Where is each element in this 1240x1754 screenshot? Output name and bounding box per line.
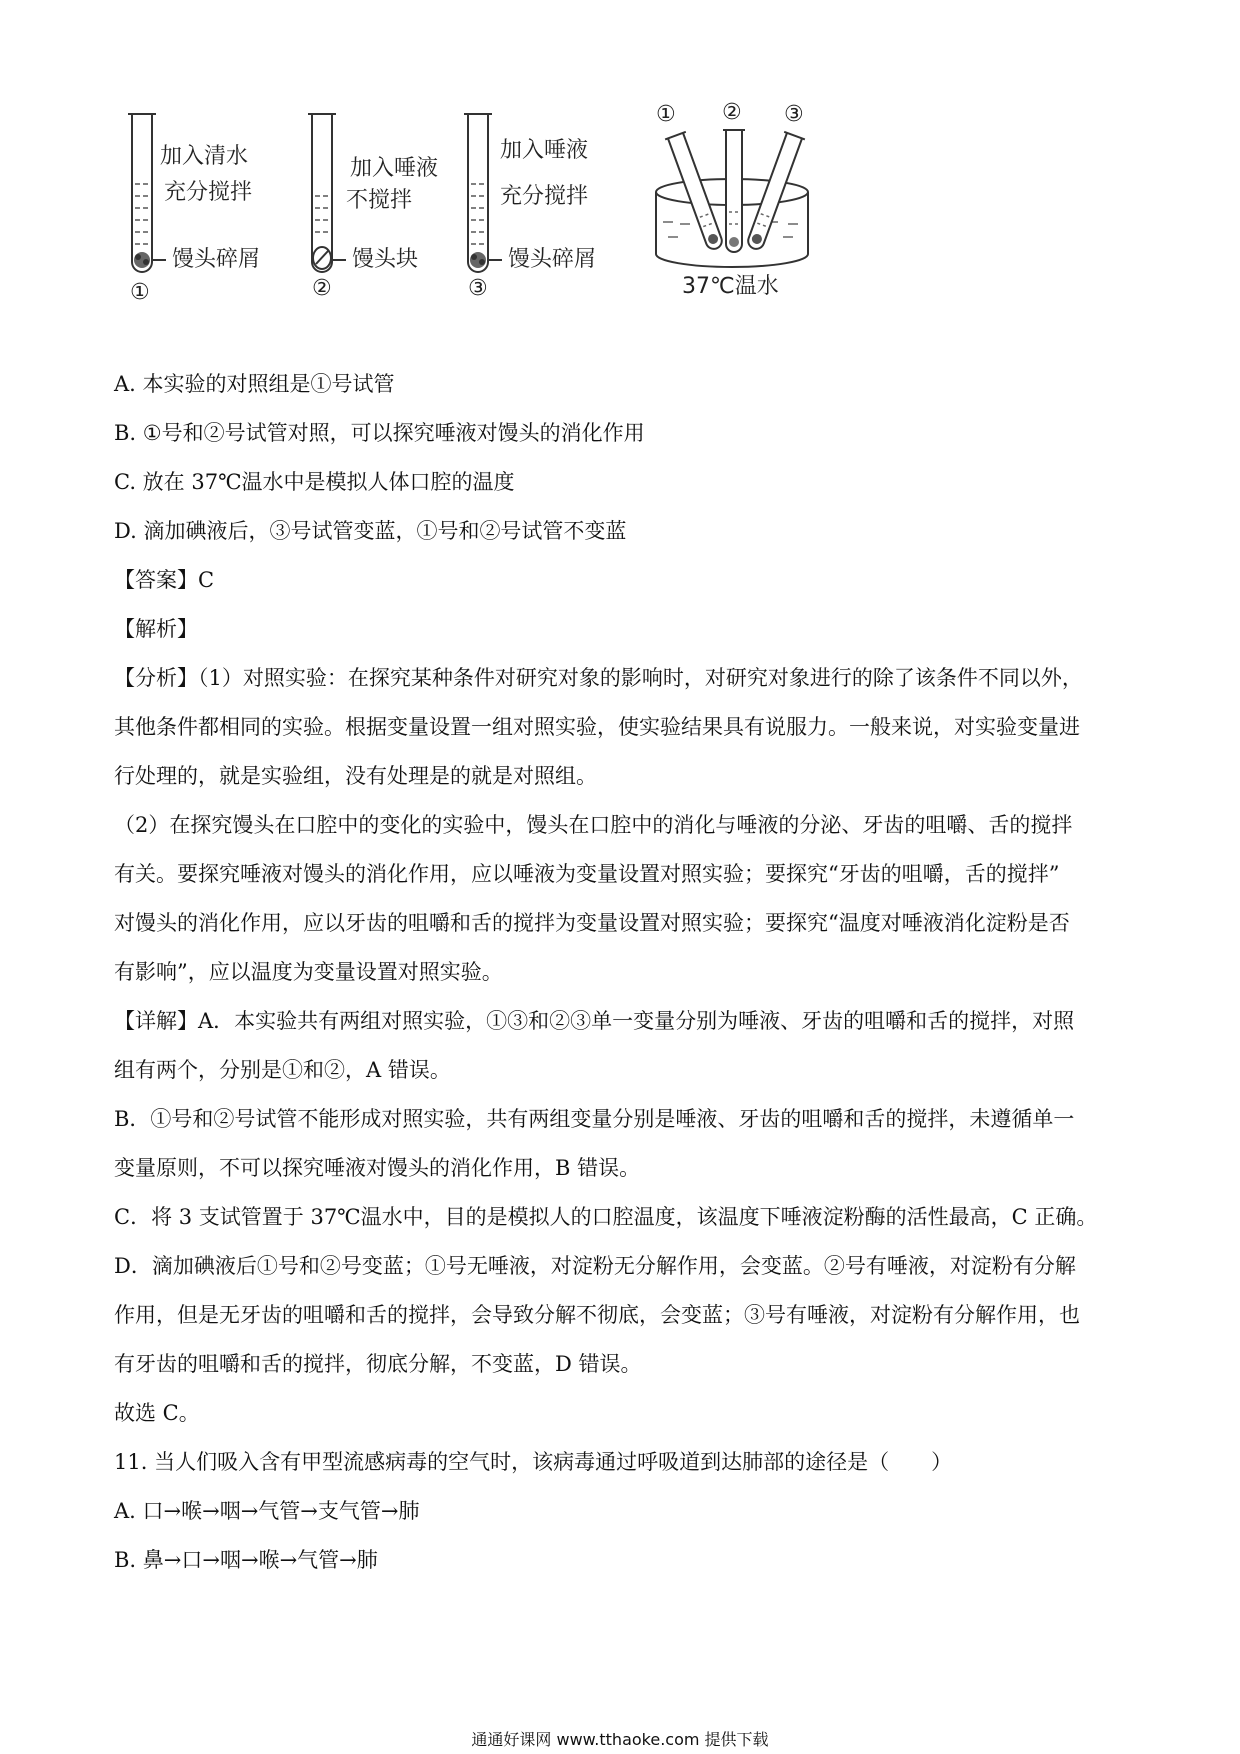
analysis-line: 有关。要探究唾液对馒头的消化作用，应以唾液为变量设置对照实验；要探究“牙齿的咀嚼，舌的搅拌” (114, 862, 1060, 886)
analysis-line: （2）在探究馒头在口腔中的变化的实验中，馒头在口腔中的消化与唾液的分泌、牙齿的咀嚼、舌的搅拌 (114, 813, 1073, 837)
tube-2 (308, 114, 346, 272)
tube3-content-label: 馒头碎屑 (508, 247, 597, 272)
tube1-instruction-1: 加入清水 (160, 144, 249, 169)
detail-line: 作用，但是无牙齿的咀嚼和舌的搅拌，会导致分解不彻底，会变蓝；③号有唾液，对淀粉有分解作用，也 (114, 1303, 1080, 1327)
water-bath-label: 37℃温水 (682, 274, 779, 299)
analysis-line: 有影响”，应以温度为变量设置对照实验。 (114, 960, 503, 984)
tube3-number: ③ (468, 276, 488, 301)
tube3-instruction-1: 加入唾液 (500, 138, 589, 163)
analysis-line: 行处理的，就是实验组，没有处理是的就是对照组。 (114, 764, 597, 788)
option-a: A. 本实验的对照组是①号试管 (114, 372, 395, 396)
question-11-stem: 11. 当人们吸入含有甲型流感病毒的空气时，该病毒通过呼吸道到达肺部的途径是（ ） (114, 1450, 953, 1474)
bath-tube2-number: ② (722, 100, 742, 125)
analysis-line: 【分析】（1）对照实验：在探究某种条件对研究对象的影响时，对研究对象进行的除了该条件不同以外， (114, 666, 1083, 690)
tube1-instruction-2: 充分搅拌 (164, 180, 253, 205)
detail-line: C．将 3 支试管置于 37℃温水中，目的是模拟人的口腔温度，该温度下唾液淀粉酶的活性最高，C 正确。 (114, 1205, 1098, 1229)
answer-line: 【答案】C (114, 568, 215, 592)
question-content (114, 360, 1124, 1585)
option-c: C. 放在 37℃温水中是模拟人体口腔的温度 (114, 470, 515, 494)
detail-line: 变量原则，不可以探究唾液对馒头的消化作用，B 错误。 (114, 1156, 641, 1180)
analysis-line: 其他条件都相同的实验。根据变量设置一组对照实验，使实验结果具有说服力。一般来说，对实验变量进 (114, 715, 1080, 739)
question-11-option-a: A. 口→喉→咽→气管→支气管→肺 (114, 1499, 420, 1523)
tube1-number: ① (130, 280, 150, 305)
detail-line: 【详解】A．本实验共有两组对照实验，①③和②③单一变量分别为唾液、牙齿的咀嚼和舌的搅拌，对照 (114, 1009, 1075, 1033)
detail-line: D．滴加碘液后①号和②号变蓝；①号无唾液，对淀粉无分解作用，会变蓝。②号有唾液，对淀粉有分解 (114, 1254, 1076, 1278)
tube2-instruction-2: 不搅拌 (346, 188, 413, 213)
tube1-content-label: 馒头碎屑 (172, 247, 261, 272)
bath-tube1-number: ① (656, 102, 676, 127)
option-b: B. ①号和②号试管对照，可以探究唾液对馒头的消化作用 (114, 421, 645, 445)
bath-tube3-number: ③ (784, 102, 804, 127)
tube-3 (464, 114, 502, 272)
detail-line: B．①号和②号试管不能形成对照实验，共有两组变量分别是唾液、牙齿的咀嚼和舌的搅拌，未遵循单一 (114, 1107, 1075, 1131)
option-d: D. 滴加碘液后，③号试管变蓝，①号和②号试管不变蓝 (114, 519, 627, 543)
tube-1 (128, 114, 166, 272)
analysis-heading: 【解析】 (114, 617, 198, 641)
tube3-instruction-2: 充分搅拌 (500, 184, 589, 209)
question-11-option-b: B. 鼻→口→咽→喉→气管→肺 (114, 1548, 378, 1572)
conclusion-line: 故选 C。 (114, 1401, 200, 1425)
tube2-content-label: 馒头块 (352, 247, 419, 272)
tube2-instruction-1: 加入唾液 (350, 156, 439, 181)
detail-line: 组有两个，分别是①和②，A 错误。 (114, 1058, 451, 1082)
analysis-line: 对馒头的消化作用，应以牙齿的咀嚼和舌的搅拌为变量设置对照实验；要探究“温度对唾液消化淀粉是否 (114, 911, 1070, 935)
experiment-figure (128, 100, 928, 347)
page-footer: 通通好课网 www.tthaoke.com 提供下载 (471, 1730, 769, 1749)
tube2-number: ② (312, 276, 332, 301)
detail-line: 有牙齿的咀嚼和舌的搅拌，彻底分解，不变蓝，D 错误。 (114, 1352, 642, 1376)
water-bath (656, 130, 808, 267)
